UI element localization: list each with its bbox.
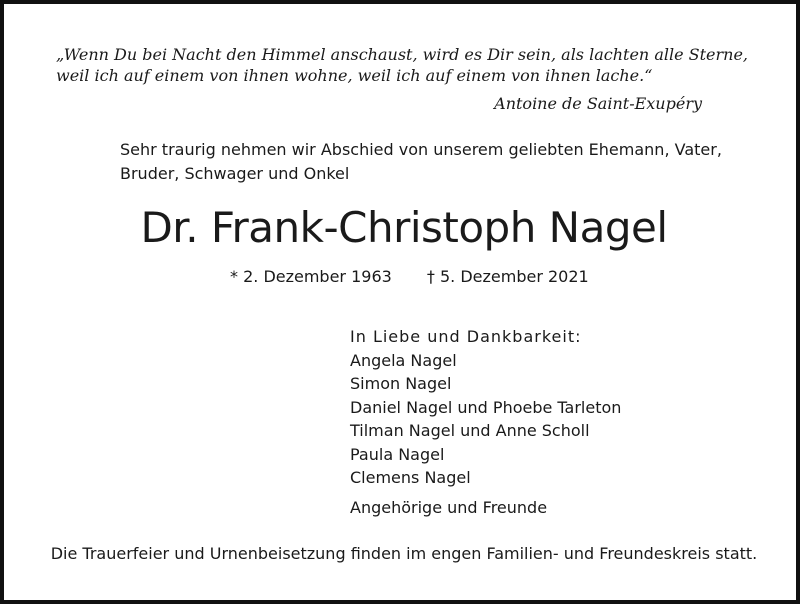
funeral-info: Die Trauerfeier und Urnenbeisetzung finden im engen Familien- und Freundeskreis statt. [50, 544, 758, 563]
deceased-name: Dr. Frank-Christoph Nagel [140, 203, 668, 252]
intro-text [120, 138, 722, 186]
mourner-name: Daniel Nagel und Phoebe Tarleton [350, 397, 622, 417]
birth-date: * 2. Dezember 1963 [230, 267, 392, 286]
mourner-name: Angela Nagel [350, 350, 457, 370]
death-date: † 5. Dezember 2021 [426, 267, 589, 286]
mourner-name: Tilman Nagel und Anne Scholl [350, 421, 590, 440]
intro-line: Sehr traurig nehmen wir Abschied von unserem geliebten Ehemann, Vater, [120, 140, 722, 159]
mourner-name: Clemens Nagel [350, 468, 471, 487]
quote-line: „Wenn Du bei Nacht den Himmel anschaust, wird es Dir sein, als lachten alle Sterne, [56, 45, 749, 64]
mourner-name: Simon Nagel [350, 374, 452, 393]
intro-line: Bruder, Schwager und Onkel [120, 164, 350, 183]
quote-author: Antoine de Saint-Exupéry [494, 94, 702, 113]
quote [56, 44, 749, 86]
mourner-name: Paula Nagel [350, 444, 445, 464]
relatives-line: Angehörige und Freunde [350, 498, 548, 517]
quote-line: weil ich auf einem von ihnen wohne, weil ich auf einem von ihnen lache.“ [56, 66, 653, 85]
life-dates [230, 267, 589, 286]
mourners-list [350, 325, 621, 490]
mourners-header: In Liebe und Dankbarkeit: [350, 327, 582, 346]
